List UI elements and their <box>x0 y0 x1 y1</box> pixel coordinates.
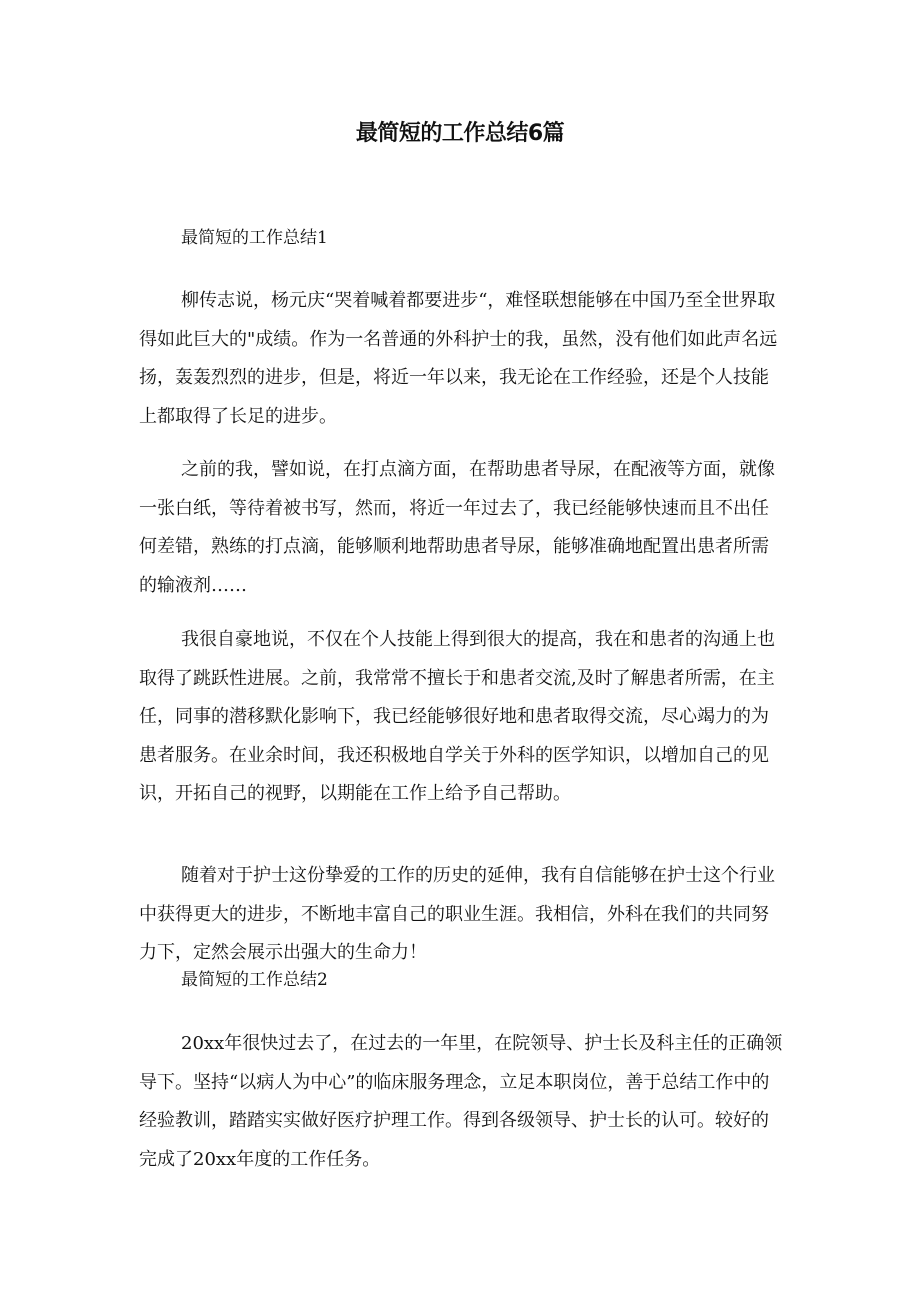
section-1-paragraph-4: 随着对于护士这份挚爱的工作的历史的延伸，我有自信能够在护士这个行业中获得更大的进步，不断地丰富自己的职业生涯。我相信，外科在我们的共同努力下，定然会展示出强大的生命力！ <box>139 865 775 963</box>
section-2-paragraph-1: 20xx年很快过去了，在过去的一年里，在院领导、护士长及科主任的正确领导下。坚持“以病人为中心”的临床服务理念，立足本职岗位，善于总结工作中的经验教训，踏踏实实做好医疗护理工作。得到各级领导、护士长的认可。较好的完成了20xx年度的工作任务。 <box>139 1033 783 1170</box>
section-1-heading: 最简短的工作总结1 <box>181 228 328 248</box>
section-2-heading: 最简短的工作总结2 <box>181 970 328 990</box>
section-1-paragraph-1: 柳传志说，杨元庆“哭着喊着都要进步“，难怪联想能够在中国乃至全世界取得如此巨大的"成绩。作为一名普通的外科护士的我，虽然，没有他们如此声名远扬，轰轰烈烈的进步，但是，将近一年以来，我无论在工作经验，还是个人技能上都取得了长足的进步。 <box>139 290 778 427</box>
document-title: 最简短的工作总结6篇 <box>355 121 565 146</box>
section-1-paragraph-3: 我很自豪地说，不仅在个人技能上得到很大的提高，我在和患者的沟通上也取得了跳跃性进展。之前，我常常不擅长于和患者交流,及时了解患者所需，在主任，同事的潜移默化影响下，我已经能够很好地和患者取得交流，尽心竭力的为患者服务。在业余时间，我还积极地自学关于外科的医学知识，以增加自己的见识，开拓自己的视野，以期能在工作上给予自己帮助。 <box>139 629 775 804</box>
section-1-paragraph-2: 之前的我，譬如说，在打点滴方面，在帮助患者导尿，在配液等方面，就像一张白纸，等待着被书写，然而，将近一年过去了，我已经能够快速而且不出任何差错，熟练的打点滴，能够顺利地帮助患者导尿，能够准确地配置出患者所需的输液剂…… <box>139 459 775 596</box>
